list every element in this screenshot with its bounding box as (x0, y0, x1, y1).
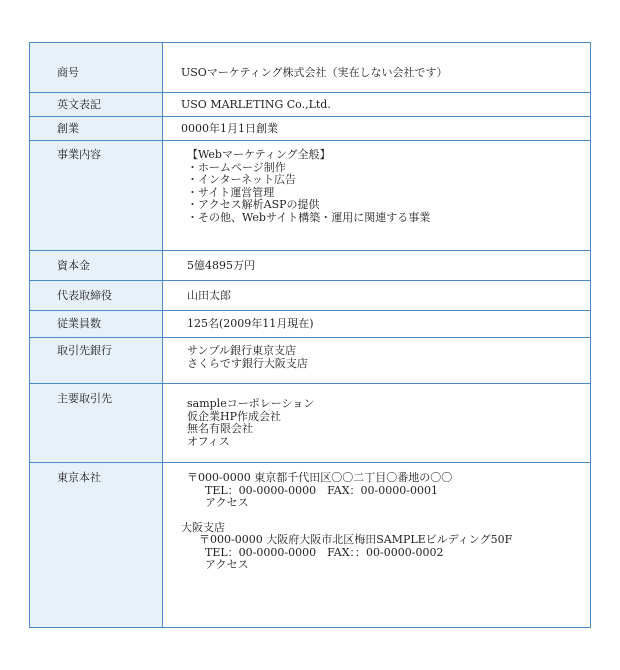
company-profile-table (29, 42, 591, 628)
company-name: USOマーケティング株式会社（実在しない会社です） (181, 66, 448, 79)
value-headquarters (163, 463, 591, 628)
value-representative (163, 281, 591, 311)
founded-date: 0000年1月1日創業 (181, 122, 278, 135)
osaka-access-link[interactable]: アクセス (205, 558, 249, 571)
employee-count: 125名(2009年11月現在) (187, 317, 314, 330)
row-banks (30, 338, 591, 384)
osaka-branch-heading: 大阪支店 (181, 520, 225, 534)
business-item: ・ホームページ制作 (187, 160, 286, 174)
value-banks (163, 338, 591, 384)
label-headquarters: 東京本社 (30, 463, 163, 628)
row-employees (30, 311, 591, 338)
label-banks: 取引先銀行 (30, 338, 163, 384)
bank-name: さくらです銀行大阪支店 (187, 356, 308, 370)
value-english-name (163, 93, 591, 117)
row-business (30, 141, 591, 251)
tokyo-phone-fax: TEL：00-0000-0000 FAX：00-0000-0001 (205, 483, 438, 497)
label-employees: 従業員数 (30, 311, 163, 338)
row-capital (30, 251, 591, 281)
business-heading: 【Webマーケティング全般】 (187, 148, 331, 161)
label-company-name: 商号 (30, 43, 163, 93)
value-company-name (163, 43, 591, 93)
business-item: ・サイト運営管理 (187, 185, 275, 199)
label-capital: 資本金 (30, 251, 163, 281)
row-representative (30, 281, 591, 311)
value-capital (163, 251, 591, 281)
business-item: ・アクセス解析ASPの提供 (187, 198, 320, 211)
client-name: 無名有限会社 (187, 422, 253, 435)
tokyo-access-link[interactable]: アクセス (205, 496, 249, 509)
client-name: sampleコーポレーション (187, 397, 315, 410)
english-name: USO MARLETING Co.,Ltd. (181, 98, 331, 111)
label-business: 事業内容 (30, 141, 163, 251)
value-business (163, 141, 591, 251)
row-founded (30, 117, 591, 141)
client-name: 仮企業HP作成会社 (187, 409, 281, 423)
label-clients: 主要取引先 (30, 384, 163, 463)
label-founded: 創業 (30, 117, 163, 141)
row-english-name (30, 93, 591, 117)
osaka-phone-fax: TEL：00-0000-0000 FAX：：00-0000-0002 (205, 545, 444, 559)
capital-amount: 5億4895万円 (187, 259, 255, 272)
row-clients (30, 384, 591, 463)
label-representative: 代表取締役 (30, 281, 163, 311)
spacer (181, 510, 590, 522)
tokyo-address: 〒000-0000 東京都千代田区〇〇二丁目〇番地の〇〇 (187, 471, 453, 484)
value-clients (163, 384, 591, 463)
osaka-address: 〒000-0000 大阪府大阪市北区梅田SAMPLEビルディング50F (199, 533, 513, 546)
bank-name: サンプル銀行東京支店 (187, 344, 297, 357)
row-headquarters (30, 463, 591, 628)
value-founded (163, 117, 591, 141)
row-company-name (30, 43, 591, 93)
client-name: オフィス (187, 434, 230, 448)
business-item: ・インターネット広告 (187, 173, 297, 186)
value-employees (163, 311, 591, 338)
representative-name: 山田太郎 (187, 289, 231, 302)
business-item: ・その他、Webサイト構築・運用に関連する事業 (187, 210, 431, 224)
label-english-name: 英文表記 (30, 93, 163, 117)
